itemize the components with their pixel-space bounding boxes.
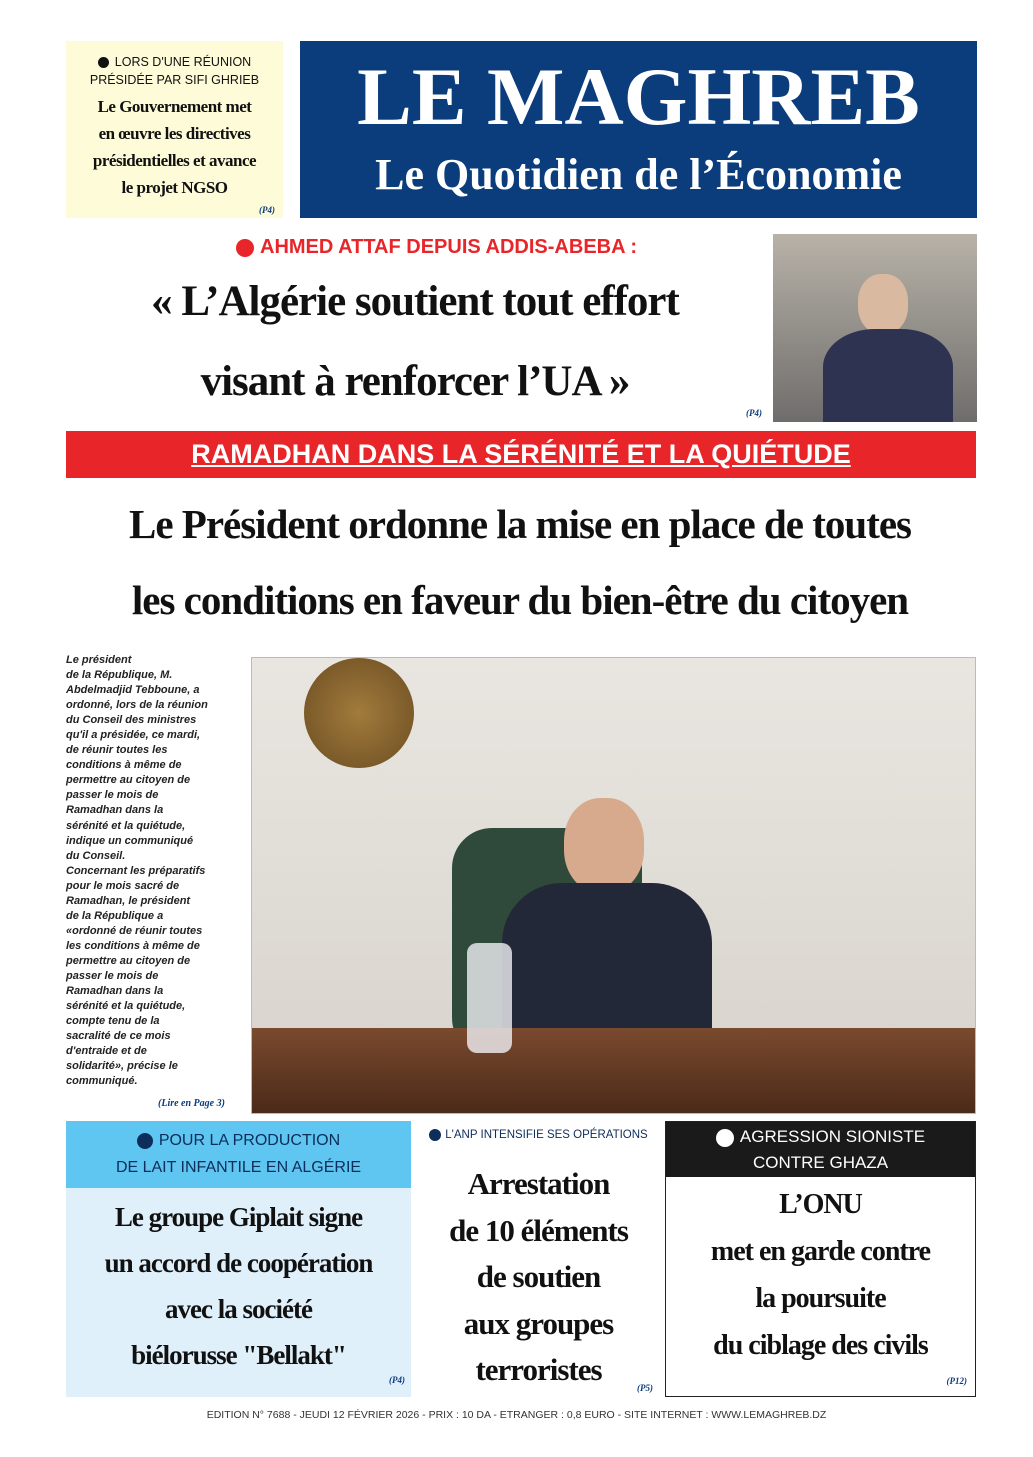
attaf-headline[interactable] xyxy=(60,262,770,422)
ramadhan-banner[interactable] xyxy=(66,431,976,478)
headline-line: de 10 éléments xyxy=(449,1212,628,1248)
caption-line: solidarité», précise le xyxy=(66,1060,178,1073)
newspaper-title: LE MAGHREB xyxy=(357,51,920,142)
brief-headline-line: Le Gouvernement met xyxy=(97,97,252,116)
headline-line: un accord de coopération xyxy=(104,1248,373,1278)
headline-line: visant à renforcer l’UA » xyxy=(200,358,630,405)
onu-kicker-2: CONTRE GHAZA xyxy=(752,1153,889,1172)
banner-text: RAMADHAN DANS LA SÉRÉNITÉ ET LA QUIÉTUDE xyxy=(191,439,851,469)
caption-line: pour le mois sacré de xyxy=(66,879,180,892)
onu-box[interactable] xyxy=(665,1121,976,1397)
caption-line: de la République, M. xyxy=(66,669,173,682)
headline-line: met en garde contre xyxy=(710,1236,931,1267)
headline-line: biélorusse "Bellakt" xyxy=(131,1340,346,1370)
headline-line: aux groupes xyxy=(463,1305,614,1341)
brief-headline-line: le projet NGSO xyxy=(121,178,228,197)
caption-line: d'entraide et de xyxy=(66,1045,147,1058)
giplait-kicker: POUR LA PRODUCTION xyxy=(158,1132,341,1149)
page-ref: (P4) xyxy=(389,1375,405,1385)
page-ref: (P12) xyxy=(946,1376,967,1386)
caption-line: qu'il a présidée, ce mardi, xyxy=(66,729,201,742)
bullet-icon xyxy=(137,1133,153,1149)
caption-line: sérénité et la quiétude, xyxy=(66,819,186,832)
brief-headline-line: en œuvre les directives xyxy=(98,124,251,143)
brief-kicker: LORS D'UNE RÉUNION xyxy=(114,55,252,69)
onu-kicker: AGRESSION SIONISTE xyxy=(739,1127,926,1146)
caption-line: permettre au citoyen de xyxy=(66,954,191,967)
caption-line: communiqué. xyxy=(66,1075,138,1088)
headline-line: L’ONU xyxy=(779,1189,862,1220)
caption-line: de la République a xyxy=(66,909,164,922)
giplait-kicker-2: DE LAIT INFANTILE EN ALGÉRIE xyxy=(115,1159,362,1176)
emblem-seal xyxy=(304,658,414,768)
main-article-text xyxy=(66,653,248,1089)
caption-line: ordonné, lors de la réunion xyxy=(66,699,208,712)
caption-line: Abdelmadjid Tebboune, a xyxy=(66,684,200,697)
anp-box[interactable] xyxy=(420,1121,657,1397)
page-ref: (P5) xyxy=(637,1383,653,1393)
headline-line: Le Président ordonne la mise en place de toutes xyxy=(128,501,912,547)
caption-line: du Conseil. xyxy=(66,849,126,862)
attaf-kicker: AHMED ATTAF DEPUIS ADDIS-ABEBA : xyxy=(236,236,637,259)
brief-kicker-2: PRÉSIDÉE PAR SIFI GHRIEB xyxy=(89,73,260,87)
page-ref: (P4) xyxy=(746,408,762,418)
headline-line: « L’Algérie soutient tout effort xyxy=(151,278,679,325)
caption-line: conditions à même de xyxy=(66,759,182,772)
headline-line: terroristes xyxy=(475,1352,602,1387)
bullet-icon xyxy=(716,1129,734,1147)
brief-box-ngso[interactable] xyxy=(66,41,283,218)
headline-line: les conditions en faveur du bien-être du citoyen xyxy=(131,577,909,623)
edition-footer: EDITION N° 7688 - JEUDI 12 FÉVRIER 2026 - PRIX : 10 DA - ETRANGER : 0,8 EURO - SITE INTERNET : WWW.LEMAGHREB.DZ xyxy=(206,1409,827,1421)
caption-line: Ramadhan, le président xyxy=(66,894,191,907)
bullet-icon xyxy=(236,239,254,257)
photo-president xyxy=(251,657,976,1114)
read-more-link[interactable]: (Lire en Page 3) xyxy=(158,1098,225,1109)
caption-line: Ramadhan dans la xyxy=(66,804,164,817)
masthead xyxy=(300,41,977,218)
headline-line: Arrestation xyxy=(467,1166,610,1201)
caption-line: permettre au citoyen de xyxy=(66,774,191,787)
caption-line: sérénité et la quiétude, xyxy=(66,1000,186,1013)
page-ref: (P4) xyxy=(259,205,275,215)
caption-line: passer le mois de xyxy=(66,789,159,802)
caption-line: passer le mois de xyxy=(66,969,159,982)
caption-line: sacralité de ce mois xyxy=(66,1030,171,1043)
newspaper-subtitle: Le Quotidien de l’Économie xyxy=(375,150,902,199)
headline-line: Le groupe Giplait signe xyxy=(114,1202,363,1232)
brief-headline-line: présidentielles et avance xyxy=(92,151,257,170)
headline-line: la poursuite xyxy=(755,1283,886,1314)
caption-line: de réunir toutes les xyxy=(66,744,168,757)
caption-line: Le président xyxy=(66,654,132,666)
caption-line: Concernant les préparatifs xyxy=(66,864,206,877)
caption-line: compte tenu de la xyxy=(66,1015,160,1028)
headline-line: du ciblage des civils xyxy=(713,1330,928,1361)
main-headline[interactable] xyxy=(40,486,1000,638)
photo-minister xyxy=(773,234,977,422)
headline-line: de soutien xyxy=(476,1259,601,1294)
caption-line: indique un communiqué xyxy=(66,834,194,847)
bullet-icon xyxy=(98,57,109,68)
anp-kicker: L'ANP INTENSIFIE SES OPÉRATIONS xyxy=(445,1129,648,1141)
caption-line: «ordonné de réunir toutes xyxy=(66,924,203,937)
headline-line: avec la société xyxy=(165,1294,312,1324)
caption-line: du Conseil des ministres xyxy=(66,714,197,727)
caption-line: Ramadhan dans la xyxy=(66,985,164,998)
giplait-box[interactable] xyxy=(66,1121,411,1397)
bullet-icon xyxy=(429,1129,441,1141)
caption-line: les conditions à même de xyxy=(66,939,200,952)
